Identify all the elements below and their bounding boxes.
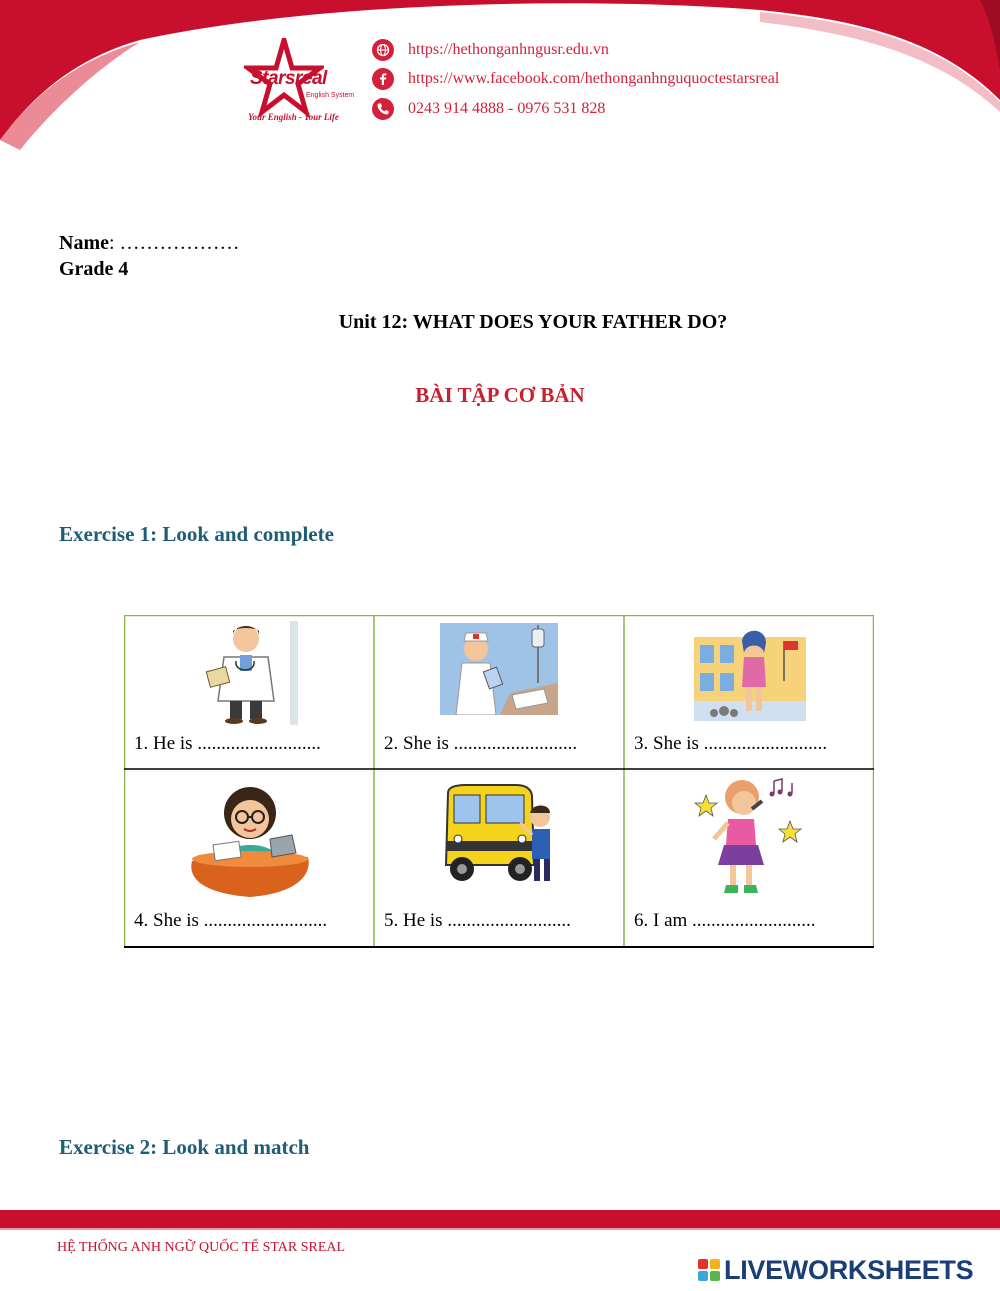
table-cell-2 — [374, 615, 624, 769]
table-cell-1 — [124, 615, 374, 769]
name-blank[interactable]: : ……………… — [108, 232, 240, 254]
facebook-link[interactable]: https://www.facebook.com/hethonganhnguquoctestarsreal — [408, 70, 780, 87]
logo-tagline: Your English - Your Life — [248, 112, 339, 122]
table-cell-4 — [124, 769, 374, 947]
footer-organization: HỆ THỐNG ANH NGỮ QUỐC TẾ STAR SREAL — [57, 1240, 346, 1255]
logo-wordmark: Starsreal — [250, 68, 327, 89]
phone-numbers: 0243 914 4888 - 0976 531 828 — [408, 100, 606, 117]
exercise-1-table — [124, 615, 874, 948]
globe-icon — [372, 39, 394, 61]
exercise-1-title: Exercise 1: Look and complete — [59, 522, 334, 546]
item-6-label[interactable]: 6. I am .......................... — [634, 910, 816, 931]
teacher-picture — [694, 621, 806, 721]
liveworksheets-wordmark: LIVEWORKSHEETS — [724, 1254, 974, 1285]
name-line — [59, 232, 240, 255]
item-2-label[interactable]: 2. She is .......................... — [384, 733, 578, 754]
bus-driver-picture — [436, 783, 564, 893]
logo-subtitle: English System — [306, 92, 355, 99]
phone-icon — [372, 98, 394, 120]
table-cell-6 — [624, 769, 874, 947]
name-label: Name — [59, 232, 109, 254]
starsreal-logo — [244, 38, 364, 128]
item-3-label[interactable]: 3. She is .......................... — [634, 733, 828, 754]
website-link[interactable]: https://hethonganhngusr.edu.vn — [408, 41, 609, 58]
contact-facebook[interactable] — [372, 67, 779, 91]
unit-title: Unit 12: WHAT DOES YOUR FATHER DO? — [338, 311, 728, 333]
footer-bar-accent — [0, 1228, 1000, 1230]
office-worker-picture — [184, 773, 314, 903]
doctor-picture — [194, 621, 306, 725]
grade-label: Grade 4 — [59, 258, 129, 280]
nurse-picture — [440, 623, 558, 715]
table-cell-5 — [374, 769, 624, 947]
liveworksheets-logo[interactable] — [698, 1254, 973, 1286]
facebook-icon — [372, 68, 394, 90]
section-title: BÀI TẬP CƠ BẢN — [415, 383, 585, 407]
item-5-label[interactable]: 5. He is .......................... — [384, 910, 571, 931]
item-1-label[interactable]: 1. He is .......................... — [134, 733, 321, 754]
item-4-label[interactable]: 4. She is .......................... — [134, 910, 328, 931]
liveworksheets-blocks-icon — [698, 1259, 720, 1281]
singer-picture — [690, 773, 810, 903]
footer-bar — [0, 1210, 1000, 1228]
contact-website[interactable] — [372, 38, 609, 62]
table-cell-3 — [624, 615, 874, 769]
contact-phone[interactable] — [372, 97, 605, 121]
exercise-2-title: Exercise 2: Look and match — [59, 1135, 310, 1159]
